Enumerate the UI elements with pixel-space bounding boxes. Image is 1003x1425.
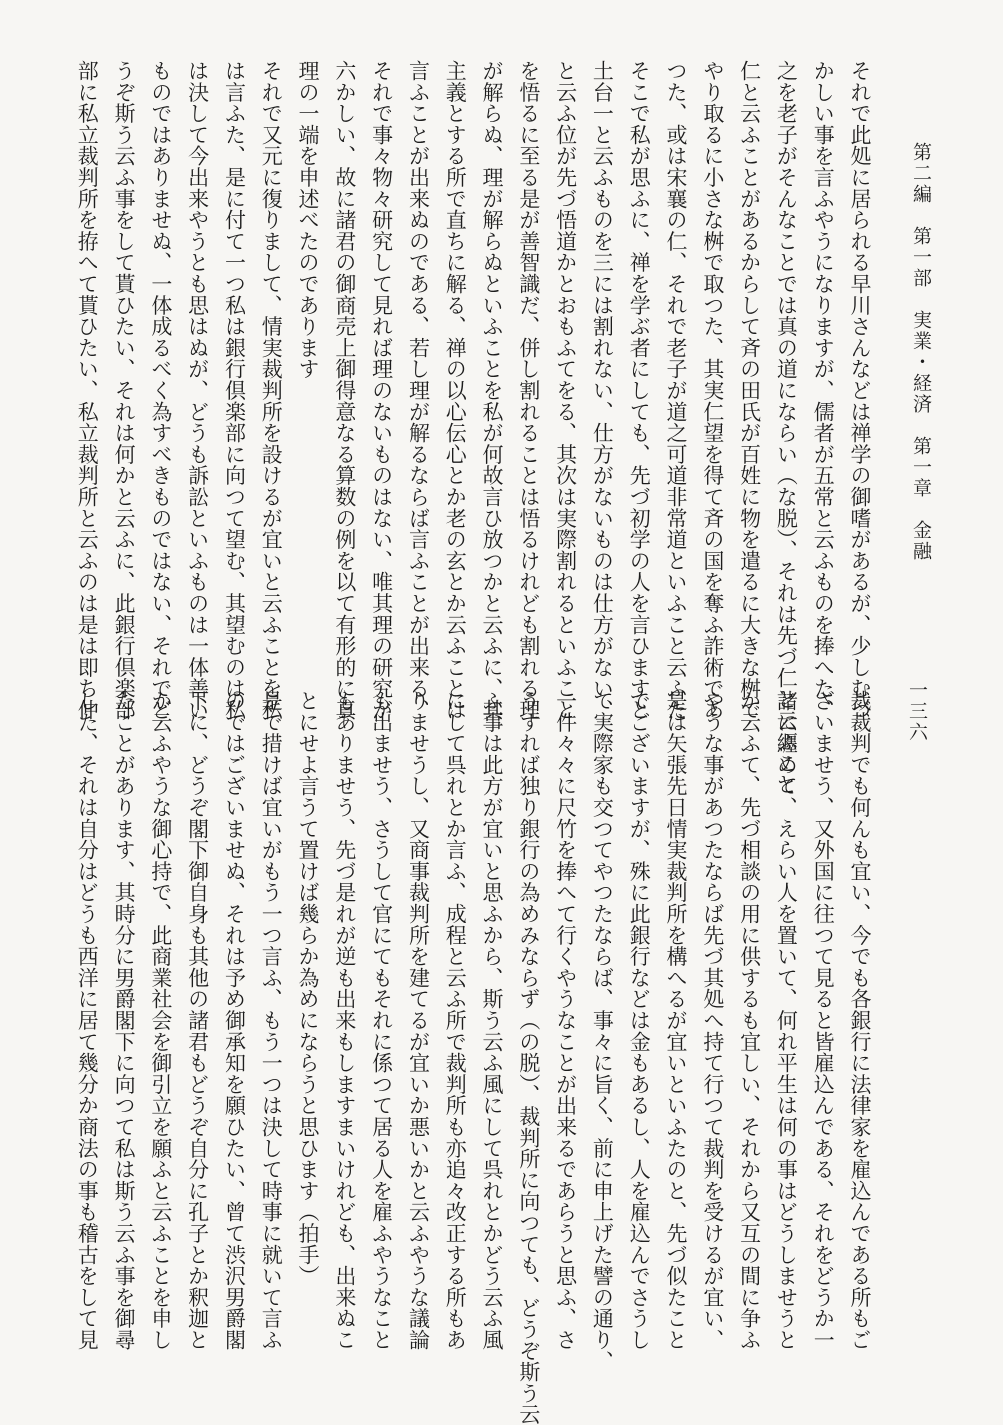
text-line: ざいませう、又外国に往つて見ると皆雇込んである、それをどうか一 [811,690,836,1351]
running-header: 第二編 第一部 実業・経済 第一章 金融 [910,142,932,562]
text-line: つた、或は宋襄の仁、それで老子が道之可道非常道といふこと云ふた [664,60,689,721]
text-line: それで此処に居られる早川さんなどは禅学の御嗜があるが、少しむづ [848,60,872,721]
text-block-upper [75,60,878,795]
text-line: にして呉れとか言ふ、成程と云ふ所で裁判所も亦追々改正する所もあ [443,690,468,1351]
text-line: 下に、どうぞ閣下御自身も其他の諸君もどうぞ自分に孔子とか釈迦と [185,690,210,1351]
text-line: を悟るに至る是が善智識だ、併し割れることは悟るけれども割れる理 [516,60,541,721]
text-line: やり取るに小さな桝で取つた、其実仁望を得て斉の国を奪ふ詐術であ [700,60,725,721]
text-line: ものではありませぬ、一体成るべく為すべきものではない、それでど [148,60,173,721]
text-line: それで又元に復りまして、情実裁判所を設けるが宜いと云ふことを私 [259,60,284,721]
text-line: 諸に纒めて、えらい人を置いて、何れ平生は何の事はどうしませうと [774,690,799,1351]
text-line: やうな事があつたならば先づ其処へ持て行つて裁判を受けるが宜い、 [700,690,725,1351]
text-line: も出ませう、さうして官にてもそれに係つて居る人を雇ふやうなこと [369,690,394,1351]
text-line: 之を老子がそんなことでは真の道にならい（な脱）、それは先づ仁と云ふこと [774,60,799,795]
text-line: そこで私が思ふに、禅を学ぶ者にしても、先づ初学の人を言ひますと [627,60,652,721]
text-line: とにせよ言うて置けば幾らか為めにならうと思ひます（拍手） [296,690,321,1287]
text-line: が解らぬ、理が解らぬといふことを私が何故言ひ放つかと云ふに、其 [480,60,505,721]
text-line: もありませう、先づ是れが逆も出来もしますまいけれども、出来ぬこ [332,690,357,1351]
text-line: うすれば独り銀行の為めみならず（の脱）、裁判所に向つても、どうぞ斯う云 [516,690,541,1425]
text-line: 一件々々に尺竹を捧へて行くやうなことが出来るであらうと思ふ、さ [553,690,578,1351]
text-line: 主義とする所で直ちに解る、禅の以心伝心とか老の玄とか云ふことは [443,60,468,721]
text-line: 言ふことが出来ぬのである、若し理が解るならば言ふことが出来る、 [406,60,431,721]
text-line: ふ事は此方が宜いと思ふから、斯う云ふ風にして呉れとかどう云ふ風 [480,690,505,1351]
page-number: 一三六 [906,680,928,743]
text-line: か云ふて、先づ相談の用に供するも宜しい、それから又互の間に争ふ [737,690,762,1351]
text-line: した、それは自分はどうも西洋に居て幾分か商法の事も稽古をして見 [75,690,100,1351]
text-line: それで事々物々研究して見れば理のないものはない、唯其理の研究が [369,60,394,721]
text-line: か云ふやうな御心持で、此商業社会を御引立を願ふと云ふことを申し [148,690,173,1351]
text-line: 是で措けば宜いがもう一つ言ふ、もう一つは決して時事に就いて言ふ [259,690,284,1351]
text-line: 理の一端を申述べたのであります [296,60,321,380]
text-line: 部に私立裁判所を拵へて貰ひたい、私立裁判所と云ふのは是は即ち仲 [75,60,100,721]
text-line: て実際家も交つてやつたならば、事々に旨く、前に申上げた譬の通り、 [590,690,615,1372]
text-line: は言ふた、是に付て一つ私は銀行倶楽部に向つて望む、其望むのは私 [222,60,247,721]
text-line: 裁裁判でも何んも宜い、今でも各銀行に法律家を雇込んである所もご [848,690,872,1351]
text-line: 仁と云ふことがあるからして斉の田氏が百姓に物を遣るに大きな桝で [737,60,762,721]
text-line: たことがあります、其時分に男爵閣下に向つて私は斯う云ふ事を御尋 [112,690,137,1351]
text-line: かしい事を言ふやうになりますが、儒者が五常と云ふものを捧へた、 [811,60,836,721]
text-line: 是は矢張先日情実裁判所を構へるが宜いといふたのと、先づ似たこと [664,690,689,1351]
text-line: でございますが、殊に此銀行などは金もあるし、人を雇込んでさうし [627,690,652,1351]
text-line: は決して今出来やうとも思はぬが、どうも訴訟といふものは一体善い [185,60,210,721]
text-line: うぞ斯う云ふ事をして貰ひたい、それは何かと云ふに、此銀行倶楽部 [112,60,137,721]
text-block-lower [75,690,878,1425]
text-line: 土台一と云ふものを三には割れない、仕方がないものは仕方がない、 [590,60,615,721]
text-line: りませうし、又商事裁判所を建てるが宜いか悪いかと云ふやうな議論 [406,690,431,1351]
text-line: のではございませぬ、それは予め御承知を願ひたい、曾て渋沢男爵閣 [222,690,247,1351]
text-line: 六かしい、故に諸君の御商売上御得意なる算数の例を以て有形的に真 [332,60,357,721]
text-line: と云ふ位が先づ悟道かとおもふてをる、其次は実際割れるといふこと [553,60,578,721]
